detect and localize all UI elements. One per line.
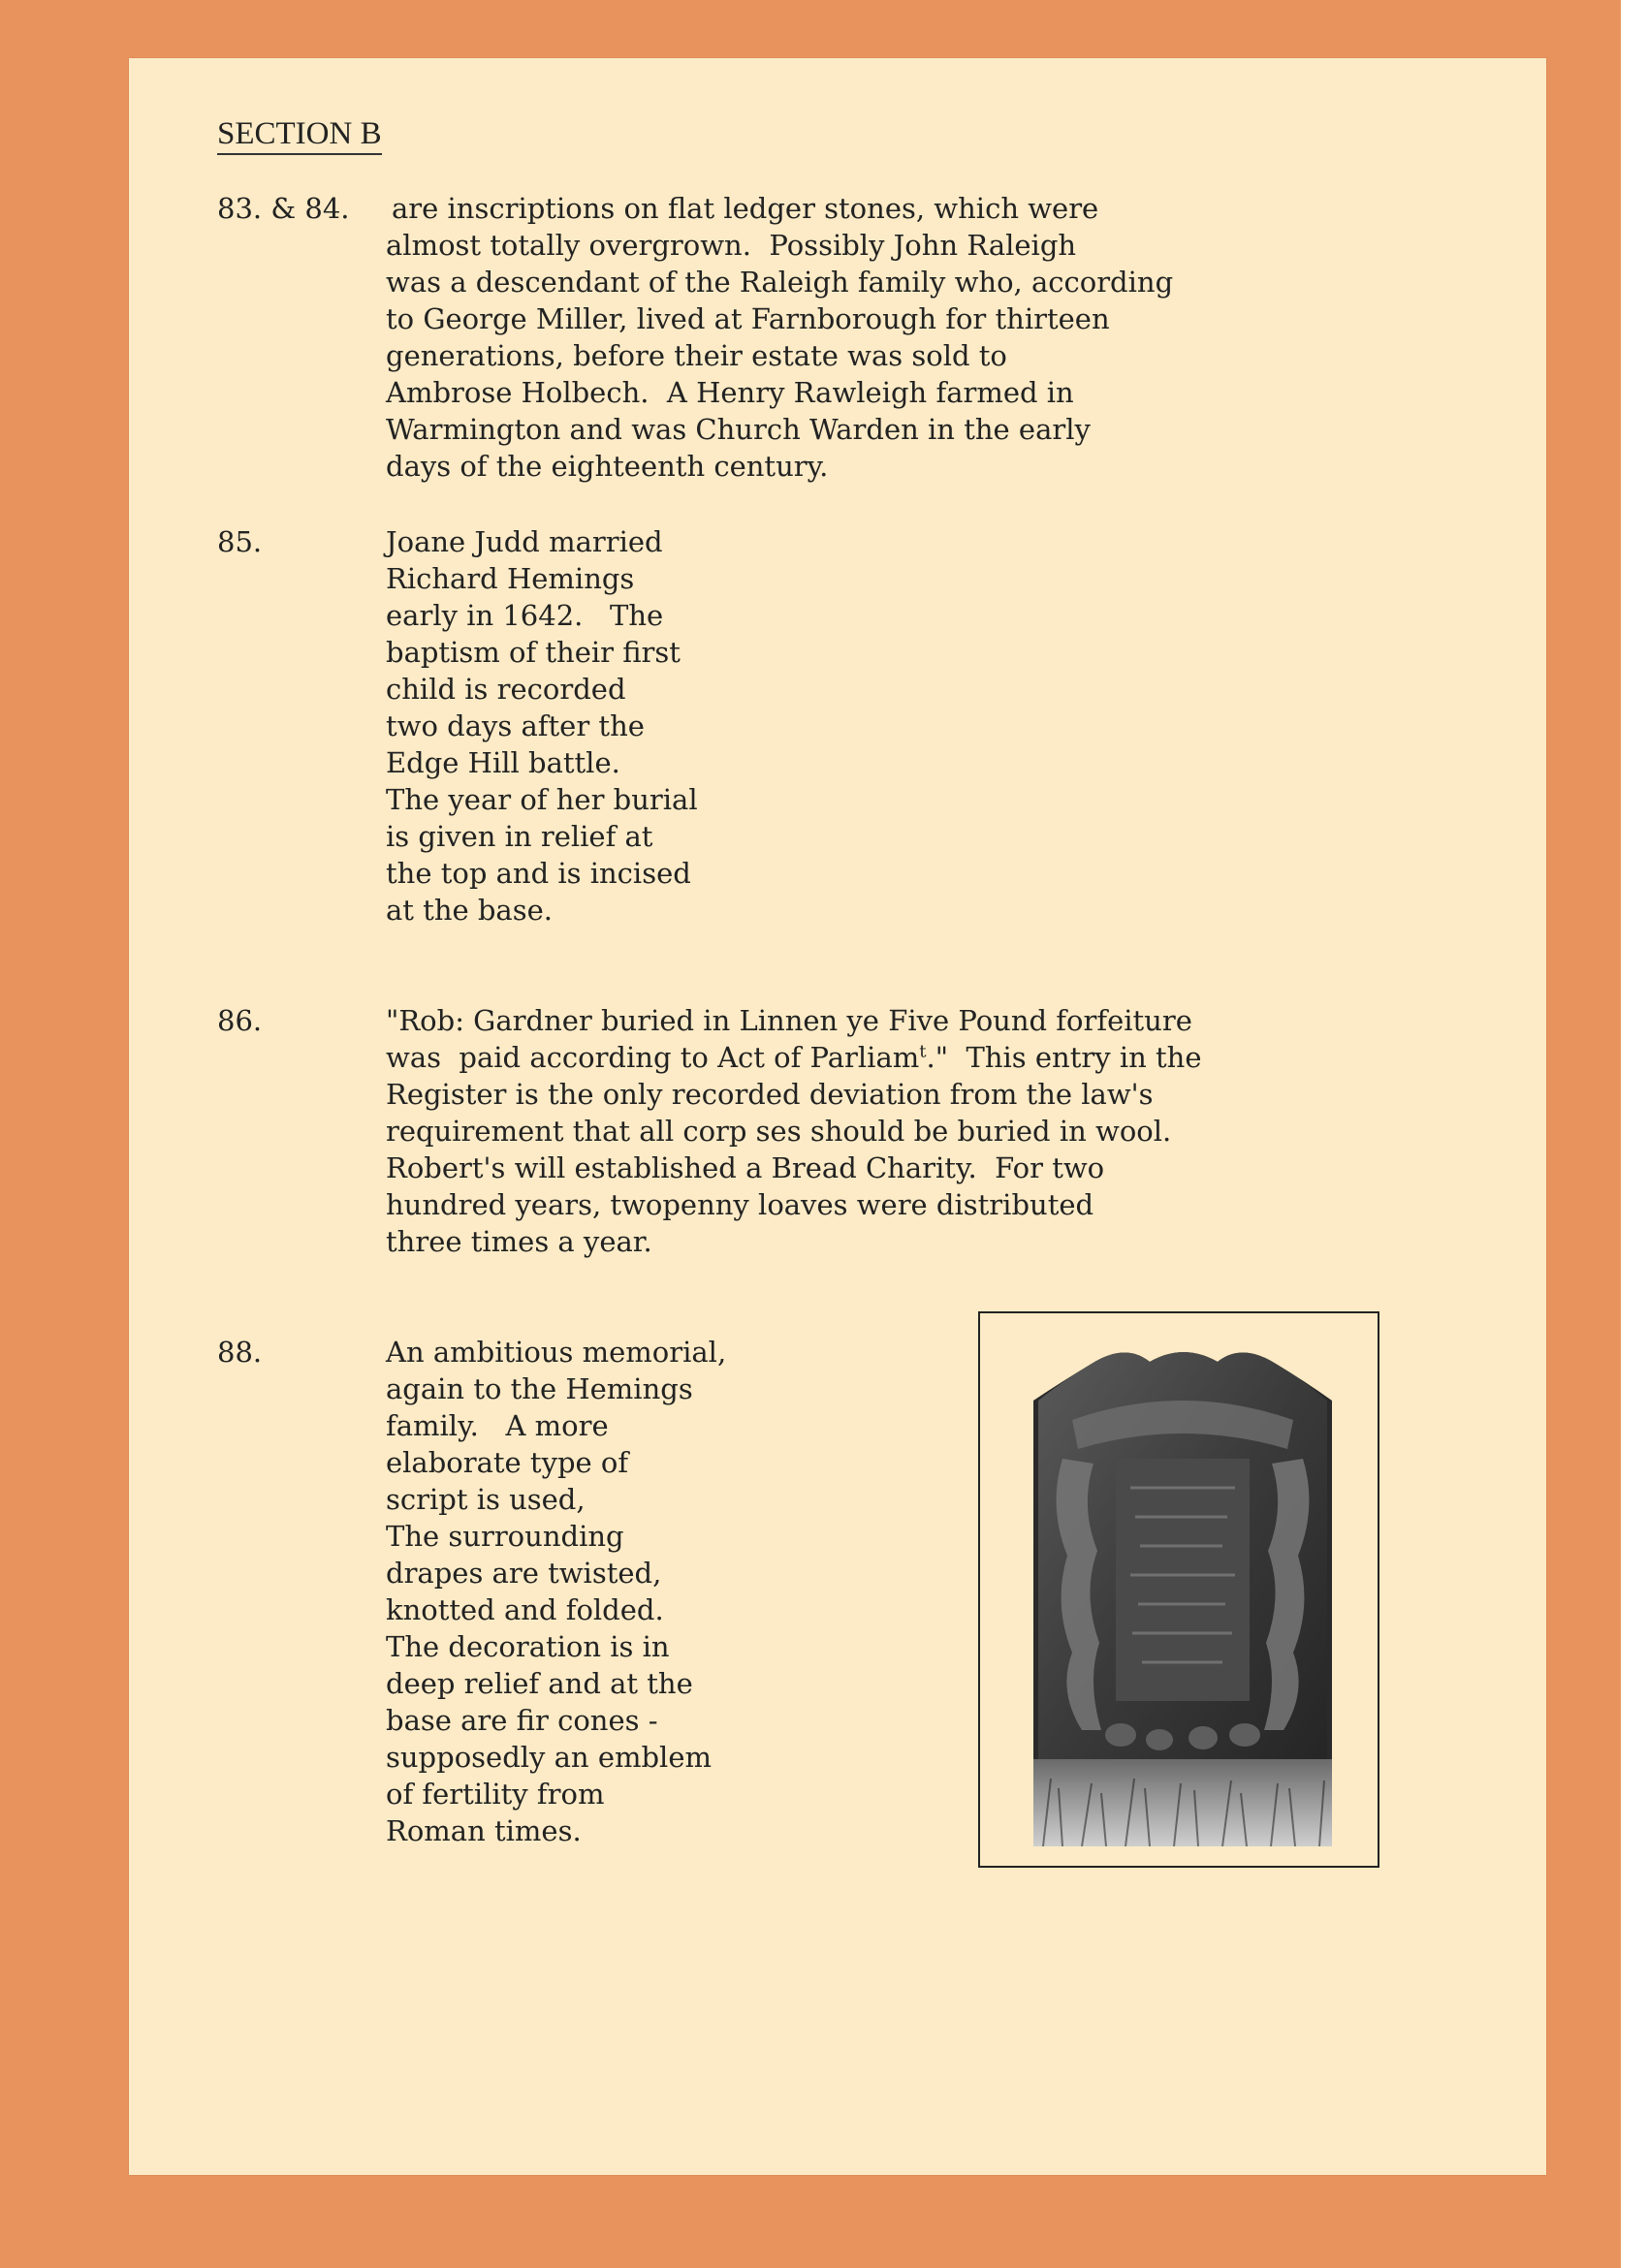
text-line: The surrounding — [386, 1520, 624, 1553]
gravestone-photo — [1033, 1342, 1332, 1846]
text-line: Roman times. — [386, 1814, 582, 1847]
text-line: knotted and folded. — [386, 1593, 664, 1626]
text-line: deep relief and at the — [386, 1667, 693, 1700]
entry-88-text — [386, 1334, 726, 1849]
text-line: Robert's will established a Bread Charity. For two — [386, 1151, 1105, 1184]
entry-number-85: 85. — [217, 525, 263, 558]
text-segment: ." This entry in the — [926, 1041, 1202, 1074]
text-line: Richard Hemings — [386, 562, 635, 595]
text-line: early in 1642. The — [386, 599, 664, 632]
text-line: baptism of their first — [386, 636, 681, 669]
text-line — [386, 1039, 1202, 1076]
text-line: Warmington and was Church Warden in the early — [386, 413, 1091, 446]
text-line: days of the eighteenth century. — [386, 450, 829, 483]
text-line: the top and is incised — [386, 857, 691, 890]
text-line: An ambitious memorial, — [386, 1336, 727, 1369]
text-line: hundred years, twopenny loaves were distributed — [386, 1188, 1094, 1221]
entry-number-88: 88. — [217, 1336, 263, 1369]
entry-83-84-text — [386, 227, 1173, 485]
text-line: drapes are twisted, — [386, 1557, 662, 1590]
text-segment: was paid according to Act of Parliam — [386, 1041, 920, 1074]
text-line: Ambrose Holbech. A Henry Rawleigh farmed in — [386, 376, 1074, 409]
entry-85-text — [386, 523, 698, 929]
text-line: three times a year. — [386, 1225, 652, 1258]
text-line: Edge Hill battle. — [386, 746, 620, 779]
text-line: child is recorded — [386, 673, 626, 706]
text-line: at the base. — [386, 894, 553, 927]
text-line: script is used, — [386, 1483, 586, 1516]
text-line: supposedly an emblem — [386, 1741, 712, 1774]
text-line: family. A more — [386, 1409, 609, 1442]
text-line: was a descendant of the Raleigh family who, according — [386, 266, 1174, 299]
section-title: SECTION B — [217, 114, 382, 155]
superscript-t: t — [919, 1041, 927, 1062]
text-line: two days after the — [386, 709, 645, 742]
text-line: is given in relief at — [386, 820, 653, 853]
text-line: elaborate type of — [386, 1446, 629, 1479]
entry-86-text — [386, 1002, 1202, 1260]
text-line: "Rob: Gardner buried in Linnen ye Five Pound forfeiture — [386, 1004, 1192, 1037]
text-line: Register is the only recorded deviation from the law's — [386, 1078, 1154, 1111]
entry-83-84-first-line: are inscriptions on flat ledger stones, which were — [392, 192, 1099, 225]
text-line: requirement that all corp ses should be buried in wool. — [386, 1115, 1172, 1148]
text-line: of fertility from — [386, 1778, 605, 1811]
text-line: almost totally overgrown. Possibly John Raleigh — [386, 229, 1077, 262]
text-line: base are fir cones - — [386, 1704, 658, 1737]
photo-frame — [978, 1311, 1379, 1868]
text-line: again to the Hemings — [386, 1372, 693, 1405]
text-line: Joane Judd married — [386, 525, 663, 558]
text-line: to George Miller, lived at Farnborough for thirteen — [386, 302, 1110, 335]
text-line: The decoration is in — [386, 1630, 670, 1663]
entry-number-86: 86. — [217, 1004, 263, 1037]
text-line: generations, before their estate was sold to — [386, 339, 1007, 372]
text-line: The year of her burial — [386, 783, 698, 816]
entry-number-83-84: 83. & 84. — [217, 192, 350, 225]
